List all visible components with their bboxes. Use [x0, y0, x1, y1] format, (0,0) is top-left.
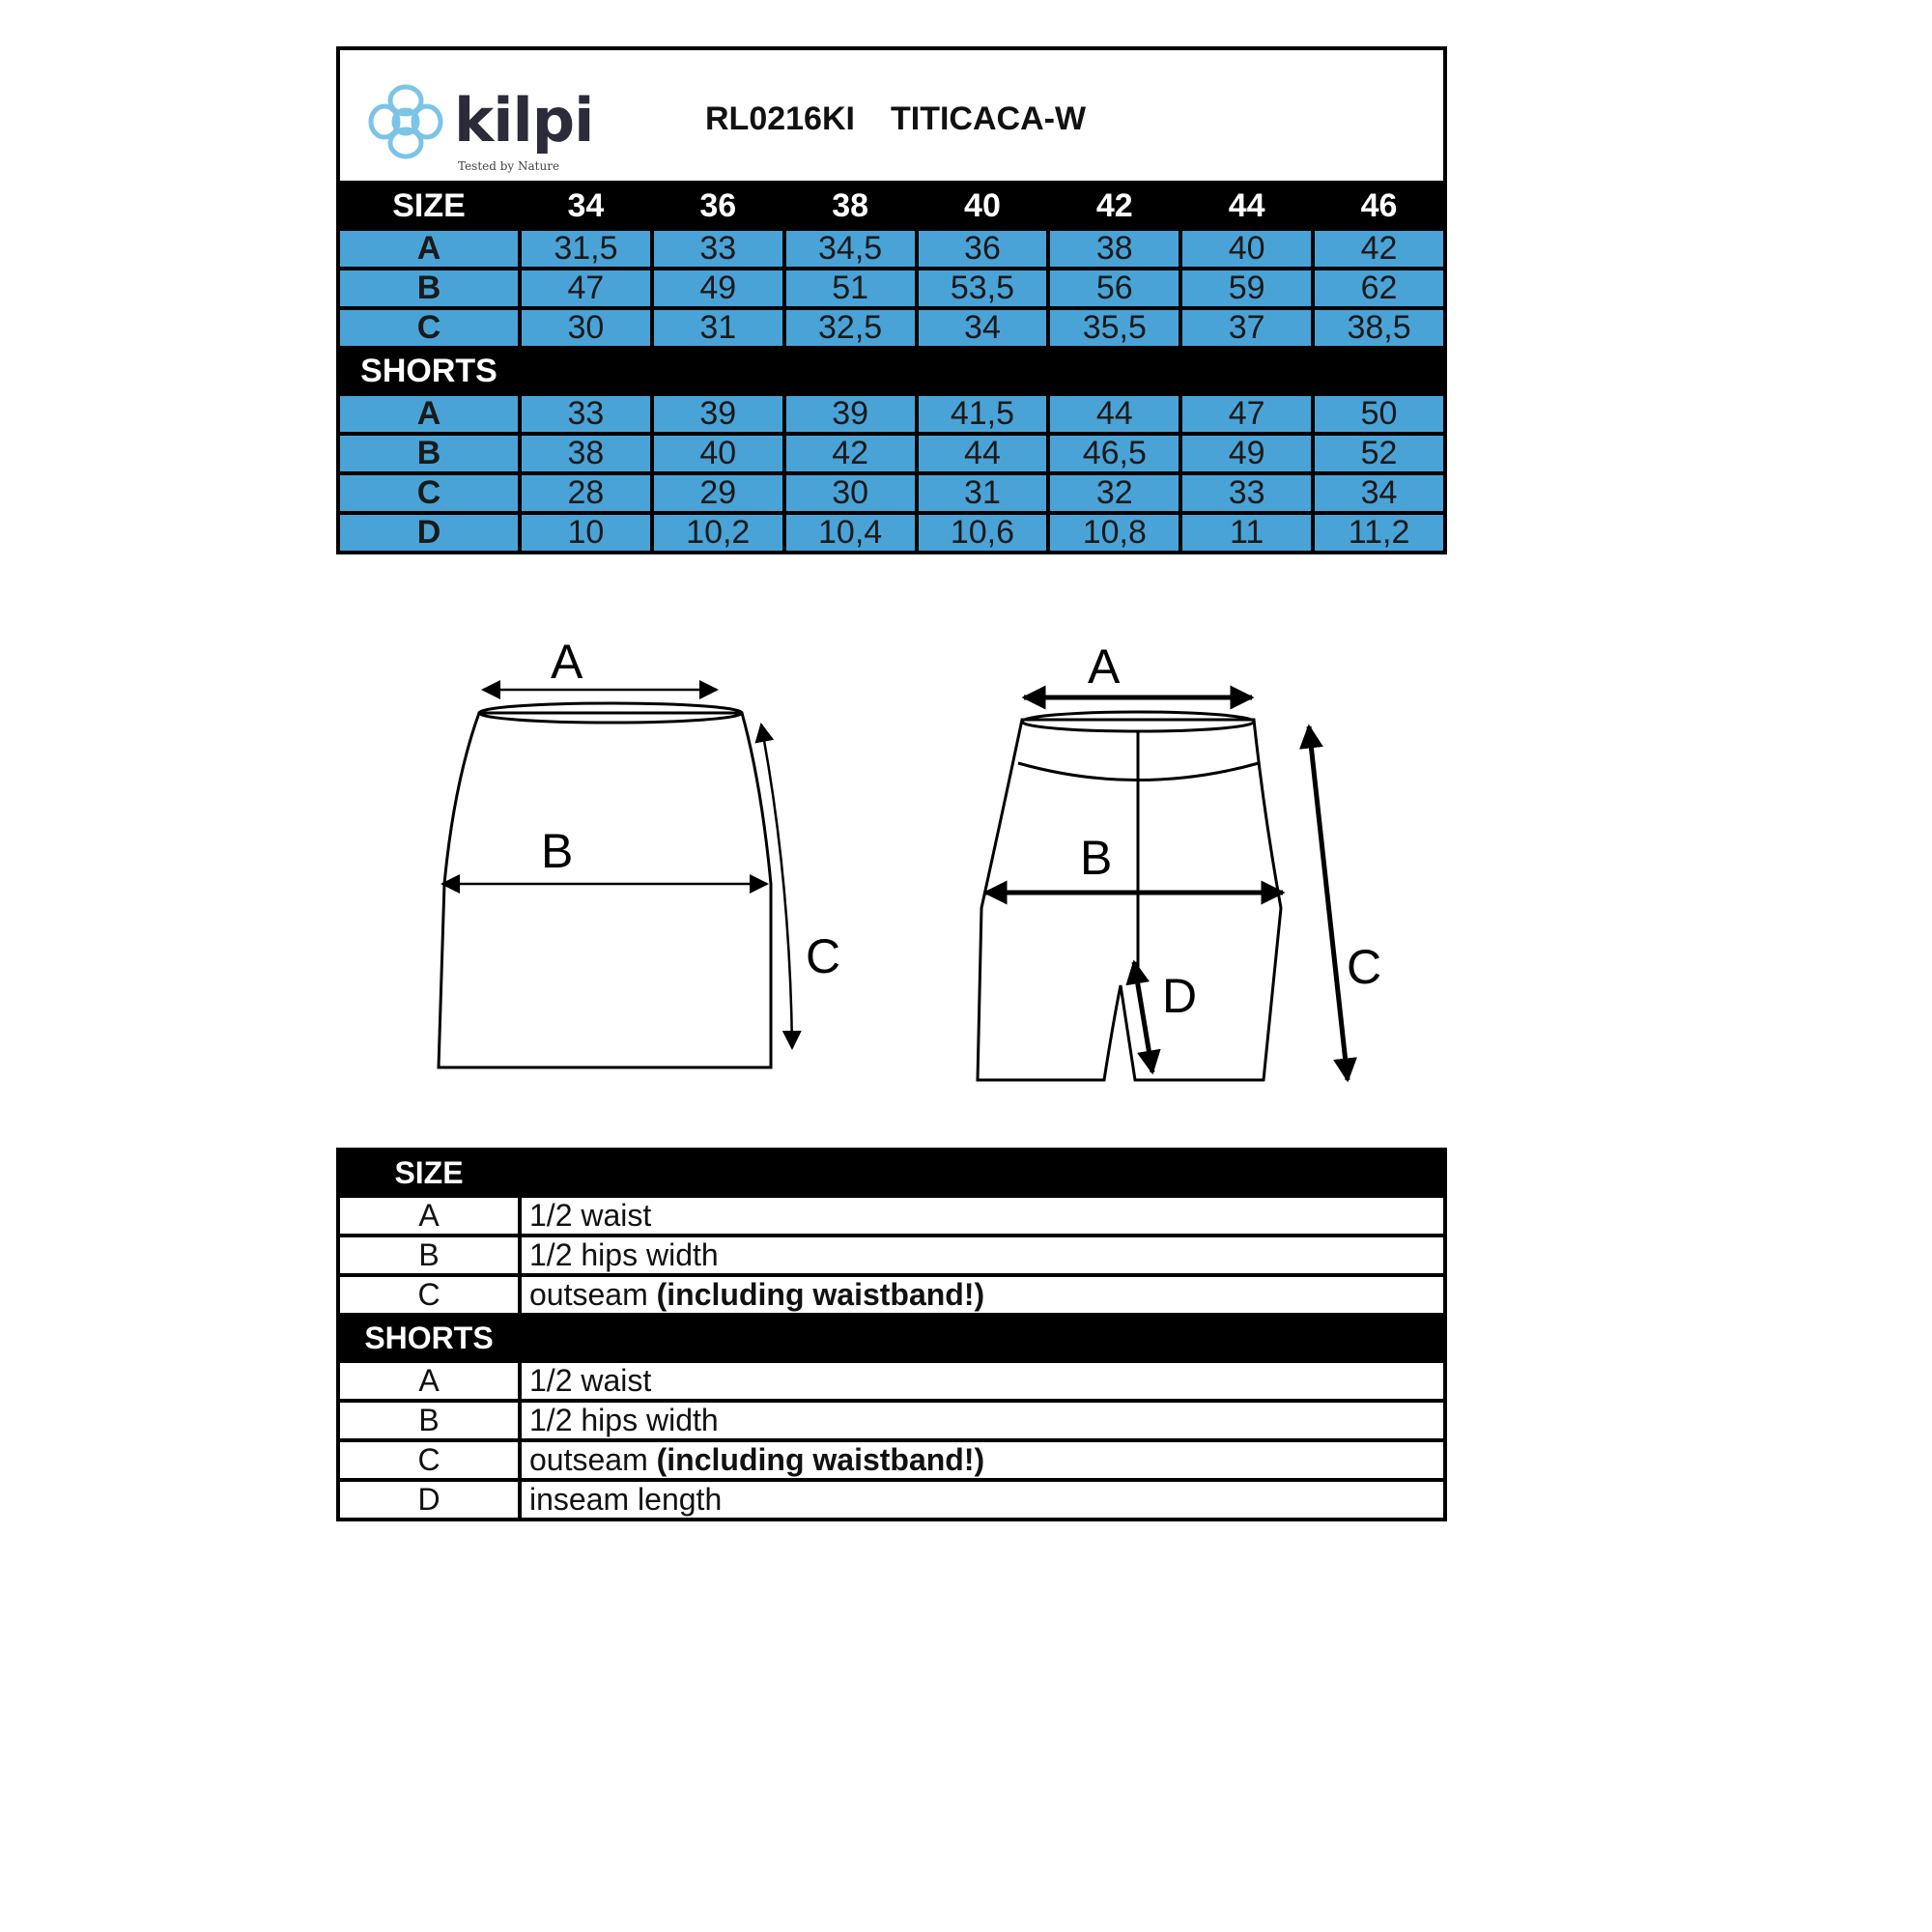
measure-cell: 38 — [1048, 229, 1180, 269]
shorts-measure-row — [338, 394, 1445, 434]
measure-cell: 49 — [1180, 434, 1313, 473]
legend-shorts-row — [338, 1480, 1445, 1520]
size-column-header: 36 — [652, 183, 784, 229]
row-label: A — [338, 394, 520, 434]
size-column-header: 46 — [1313, 183, 1445, 229]
measure-cell: 10,6 — [917, 513, 1049, 553]
size-header-row — [338, 183, 1445, 229]
row-label: B — [338, 434, 520, 473]
shorts-header-row — [338, 348, 1445, 394]
legend-header-filler — [520, 1315, 1445, 1361]
skirt-label-c: C — [806, 929, 841, 983]
measure-cell: 59 — [1180, 269, 1313, 308]
size-column-header: 38 — [784, 183, 917, 229]
shorts-measure-row — [338, 513, 1445, 553]
legend-description — [520, 1196, 1445, 1236]
measure-cell: 10,2 — [652, 513, 784, 553]
measure-cell: 30 — [784, 473, 917, 513]
shorts-label-c: C — [1347, 940, 1382, 994]
measure-cell: 47 — [520, 269, 652, 308]
legend-letter: B — [338, 1401, 520, 1440]
measure-cell: 31 — [917, 473, 1049, 513]
skirt-label-a: A — [551, 635, 583, 689]
row-label: C — [338, 308, 520, 348]
skirt-diagram — [439, 690, 792, 1067]
measure-cell: 42 — [1313, 229, 1445, 269]
legend-letter: C — [338, 1440, 520, 1480]
measure-cell: 28 — [520, 473, 652, 513]
skirt-outline — [439, 713, 771, 1067]
product-model: TITICACA-W — [891, 100, 1087, 137]
shorts-label-a: A — [1088, 639, 1121, 694]
legend-skirt-row — [338, 1236, 1445, 1275]
measure-cell: 35,5 — [1048, 308, 1180, 348]
measure-cell: 42 — [784, 434, 917, 473]
legend-description — [520, 1236, 1445, 1275]
measure-cell: 36 — [917, 229, 1049, 269]
measure-cell: 49 — [652, 269, 784, 308]
skirt-measure-row — [338, 229, 1445, 269]
garment-diagrams — [336, 618, 1447, 1121]
measure-cell: 53,5 — [917, 269, 1049, 308]
legend-text: outseam — [529, 1442, 657, 1477]
measure-cell: 11,2 — [1313, 513, 1445, 553]
legend-description — [520, 1480, 1445, 1520]
legend-section-label: SIZE — [338, 1150, 520, 1196]
brand-tagline: Tested by Nature — [458, 159, 560, 173]
legend-description — [520, 1440, 1445, 1480]
chart-header — [336, 46, 1447, 181]
measure-cell: 39 — [652, 394, 784, 434]
legend-section-label: SHORTS — [338, 1315, 520, 1361]
skirt-measure-row — [338, 269, 1445, 308]
measure-cell: 47 — [1180, 394, 1313, 434]
measure-cell: 52 — [1313, 434, 1445, 473]
measure-cell: 39 — [784, 394, 917, 434]
brand-name: kilpi — [454, 85, 594, 156]
legend-letter: C — [338, 1275, 520, 1315]
legend-text: 1/2 hips width — [529, 1403, 719, 1437]
measure-cell: 34 — [1313, 473, 1445, 513]
shorts-measure-row — [338, 434, 1445, 473]
legend-description — [520, 1401, 1445, 1440]
legend-table — [336, 1148, 1447, 1521]
legend-description — [520, 1275, 1445, 1315]
product-code: RL0216KI — [705, 100, 855, 137]
measure-cell: 40 — [1180, 229, 1313, 269]
brand-logo — [357, 68, 599, 174]
measure-cell: 10 — [520, 513, 652, 553]
size-chart-sheet — [336, 46, 1447, 554]
diagram-canvas — [336, 618, 1447, 1121]
shorts-measure-row — [338, 473, 1445, 513]
legend-shorts-header — [338, 1315, 1445, 1361]
measure-cell: 40 — [652, 434, 784, 473]
legend-note: (including waistband!) — [656, 1442, 985, 1477]
measure-cell: 29 — [652, 473, 784, 513]
measure-cell: 56 — [1048, 269, 1180, 308]
measure-cell: 38 — [520, 434, 652, 473]
row-label: D — [338, 513, 520, 553]
legend-note: (including waistband!) — [656, 1277, 985, 1312]
skirt-arrow-c — [761, 724, 792, 1048]
legend-description — [520, 1361, 1445, 1401]
skirt-measure-row — [338, 308, 1445, 348]
size-column-header: 34 — [520, 183, 652, 229]
shorts-arrow-c — [1309, 726, 1348, 1080]
legend-letter: B — [338, 1236, 520, 1275]
legend-text: 1/2 waist — [529, 1363, 652, 1398]
measure-cell: 33 — [652, 229, 784, 269]
shorts-label-d: D — [1162, 969, 1198, 1023]
measure-cell: 30 — [520, 308, 652, 348]
row-label: A — [338, 229, 520, 269]
measure-cell: 32 — [1048, 473, 1180, 513]
legend-text: outseam — [529, 1277, 657, 1312]
legend-letter: A — [338, 1361, 520, 1401]
shorts-arrow-d — [1134, 962, 1152, 1072]
row-label: C — [338, 473, 520, 513]
measure-cell: 33 — [1180, 473, 1313, 513]
shorts-waistband-top — [1022, 712, 1254, 731]
measure-cell: 11 — [1180, 513, 1313, 553]
legend-text: 1/2 waist — [529, 1198, 652, 1233]
size-label-cell: SIZE — [338, 183, 520, 229]
legend-skirt-row — [338, 1196, 1445, 1236]
legend-text: inseam length — [529, 1482, 723, 1517]
shorts-label-cell: SHORTS — [338, 348, 520, 394]
legend-shorts-row — [338, 1361, 1445, 1401]
measure-cell: 31,5 — [520, 229, 652, 269]
measure-cell: 50 — [1313, 394, 1445, 434]
measure-cell: 44 — [1048, 394, 1180, 434]
measurement-legend — [336, 1148, 1447, 1521]
measure-cell: 38,5 — [1313, 308, 1445, 348]
legend-header-filler — [520, 1150, 1445, 1196]
measure-cell: 51 — [784, 269, 917, 308]
measure-cell: 10,8 — [1048, 513, 1180, 553]
legend-skirt-row — [338, 1275, 1445, 1315]
measure-cell: 34 — [917, 308, 1049, 348]
legend-text: 1/2 hips width — [529, 1237, 719, 1272]
measure-cell: 32,5 — [784, 308, 917, 348]
shorts-label-b: B — [1080, 831, 1113, 885]
shorts-outline — [978, 720, 1281, 1080]
measure-cell: 62 — [1313, 269, 1445, 308]
size-column-header: 42 — [1048, 183, 1180, 229]
measure-cell: 41,5 — [917, 394, 1049, 434]
legend-shorts-row — [338, 1401, 1445, 1440]
size-column-header: 44 — [1180, 183, 1313, 229]
shorts-header-filler — [520, 348, 1445, 394]
size-column-header: 40 — [917, 183, 1049, 229]
measure-cell: 34,5 — [784, 229, 917, 269]
measure-cell: 31 — [652, 308, 784, 348]
legend-letter: D — [338, 1480, 520, 1520]
row-label: B — [338, 269, 520, 308]
legend-shorts-row — [338, 1440, 1445, 1480]
knot-logo-icon — [357, 73, 454, 170]
measure-cell: 44 — [917, 434, 1049, 473]
measure-cell: 46,5 — [1048, 434, 1180, 473]
measure-cell: 37 — [1180, 308, 1313, 348]
legend-size-header — [338, 1150, 1445, 1196]
measure-cell: 33 — [520, 394, 652, 434]
legend-letter: A — [338, 1196, 520, 1236]
measure-cell: 10,4 — [784, 513, 917, 553]
size-table — [336, 181, 1447, 554]
skirt-label-b: B — [541, 824, 574, 878]
